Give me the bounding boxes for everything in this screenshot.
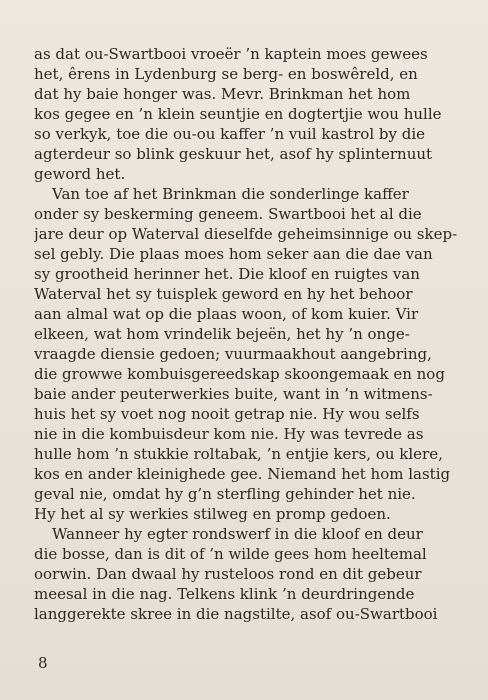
text-line: aan almal wat op die plaas woon, of kom kuier. Vir — [34, 305, 419, 323]
text-line: meesal in die nag. Telkens klink ’n deurdringende — [34, 585, 415, 603]
text-line: huis het sy voet nog nooit getrap nie. Hy wou selfs — [34, 405, 420, 423]
paragraph — [34, 524, 472, 624]
text-line: sel gebly. Die plaas moes hom seker aan die dae van — [34, 245, 433, 263]
paragraph — [34, 44, 472, 184]
page-number: 8 — [38, 654, 48, 672]
text-line: geword het. — [34, 165, 126, 183]
text-line: so verkyk, toe die ou-ou kaffer ’n vuil kastrol by die — [34, 125, 426, 143]
text-line: as dat ou-Swartbooi vroeër ’n kaptein moes gewees — [34, 45, 428, 63]
text-line: jare deur op Waterval dieselfde geheimsinnige ou skep- — [34, 225, 458, 243]
paragraph — [34, 184, 472, 524]
text-line: Hy het al sy werkies stilweg en promp gedoen. — [34, 505, 391, 523]
text-line: oorwin. Dan dwaal hy rusteloos rond en dit gebeur — [34, 565, 422, 583]
text-line: onder sy beskerming geneem. Swartbooi het al die — [34, 205, 422, 223]
text-line: het, êrens in Lydenburg se berg- en boswêreld, en — [34, 65, 418, 83]
text-line: Van toe af het Brinkman die sonderlinge kaffer — [52, 185, 409, 203]
text-line: geval nie, omdat hy g’n sterfling gehinder het nie. — [34, 485, 416, 503]
text-line: Wanneer hy egter rondswerf in die kloof en deur — [52, 525, 423, 543]
body-text — [34, 44, 472, 624]
text-line: dat hy baie honger was. Mevr. Brinkman het hom — [34, 85, 411, 103]
text-line: kos en ander kleinighede gee. Niemand het hom lastig — [34, 465, 451, 483]
text-line: die growwe kombuisgereedskap skoongemaak en nog — [34, 365, 445, 383]
text-line: Waterval het sy tuisplek geword en hy het behoor — [34, 285, 413, 303]
text-line: nie in die kombuisdeur kom nie. Hy was tevrede as — [34, 425, 424, 443]
text-line: baie ander peuterwerkies buite, want in ’n witmens- — [34, 385, 433, 403]
text-line: die bosse, dan is dit of ’n wilde gees hom heeltemal — [34, 545, 427, 563]
text-line: elkeen, wat hom vrindelik bejeën, het hy ’n onge- — [34, 325, 410, 343]
text-line: sy grootheid herinner het. Die kloof en ruigtes van — [34, 265, 420, 283]
text-line: vraagde diensie gedoen; vuurmaakhout aangebring, — [34, 345, 432, 363]
text-line: agterdeur so blink geskuur het, asof hy splinternuut — [34, 145, 433, 163]
text-line: hulle hom ’n stukkie roltabak, ’n entjie kers, ou klere, — [34, 445, 443, 463]
text-line: kos gegee en ’n klein seuntjie en dogtertjie wou hulle — [34, 105, 442, 123]
text-line: langgerekte skree in die nagstilte, asof ou-Swartbooi — [34, 605, 438, 623]
